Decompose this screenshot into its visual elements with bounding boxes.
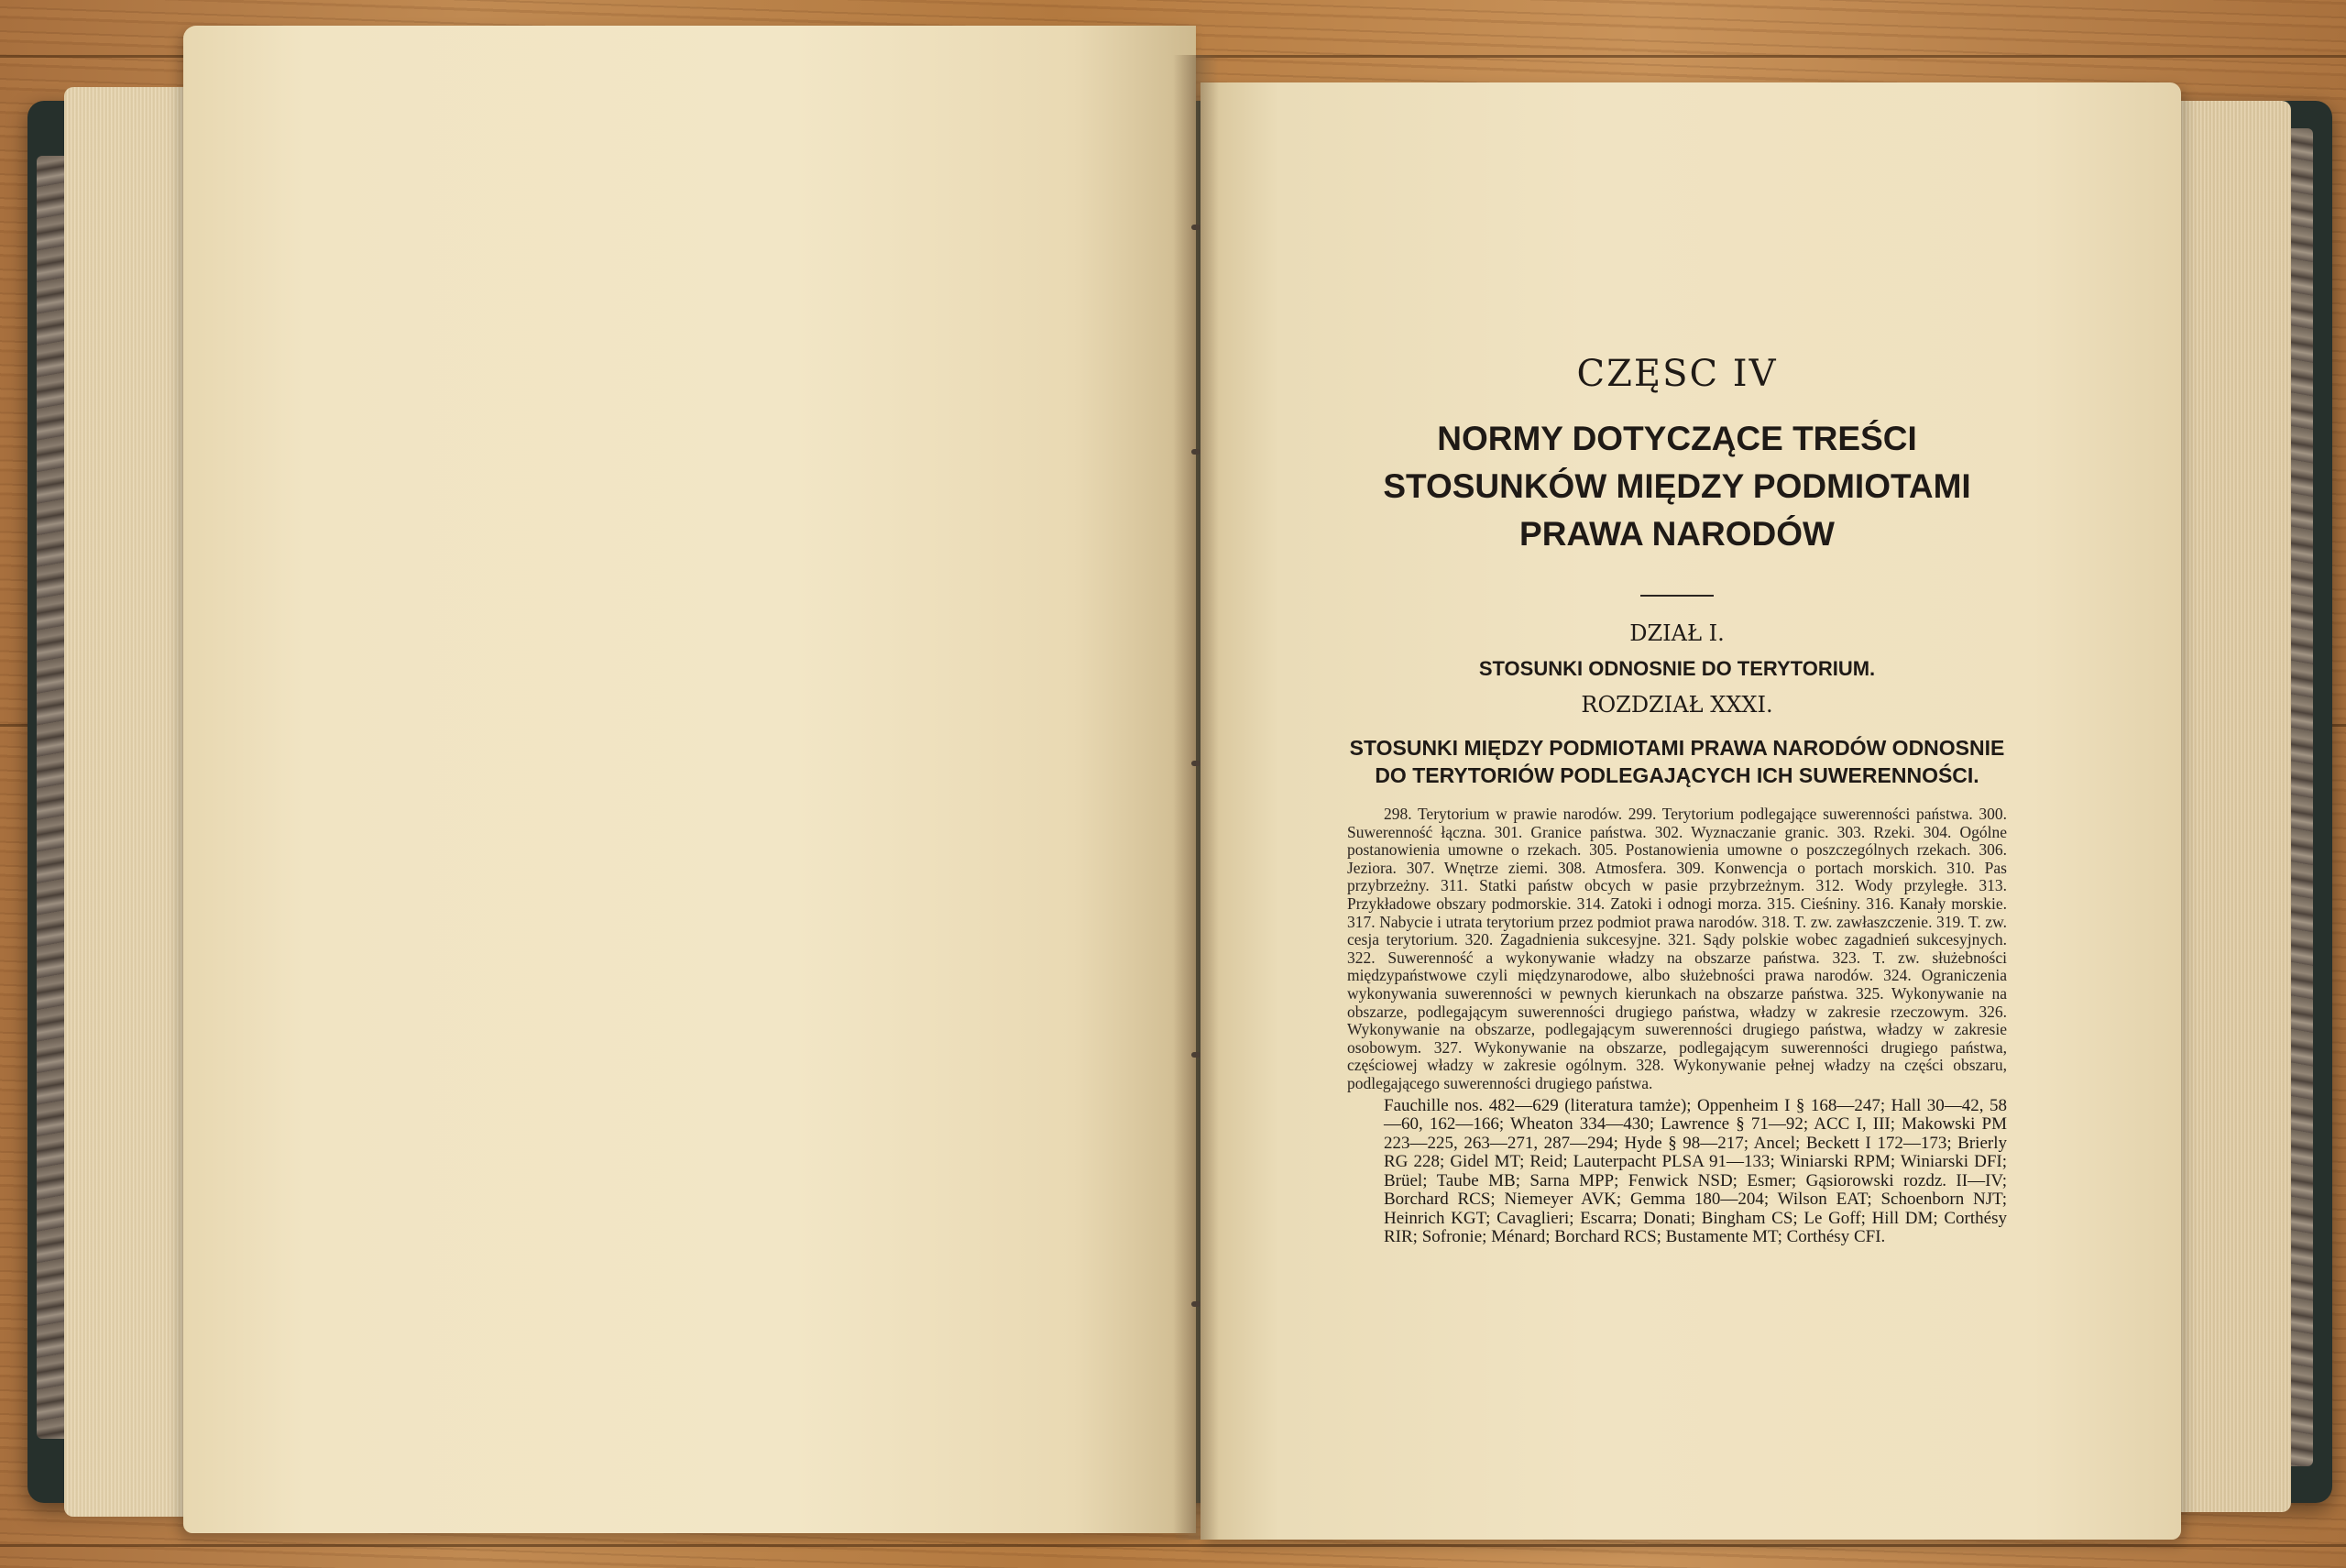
binding-stitch	[1191, 449, 1200, 455]
section-title: STOSUNKI ODNOSNIE DO TERYTORIUM.	[1478, 657, 1876, 680]
part-title	[1347, 415, 2007, 558]
table-board-seam	[0, 1544, 2346, 1547]
bibliography-references: Fauchille nos. 482—629 (literatura tamże); Oppenheim I § 168—247; Hall 30—42, 58—60, 162—166; Wheaton 334—430; Lawrence § 71—92; ACC I, III; Makowski PM 223—225, 263—271, 287—294; Hyde § 98—217; Ancel; Beckett I 172—173; Brierly RG 228; Gidel MT; Reid; Lauterpacht PLSA 91—133; Winiarski RPM; Winiarski DFI; Brüel; Taube MB; Sarna MPP; Fenwick NSD; Esmer; Gąsiorowski rozdz. II—IV; Borchard RCS; Niemeyer AVK; Gemma 180—204; Wilson EAT; Schoenborn NJT; Heinrich KGT; Cavaglieri; Escarra; Donati; Bingham CS; Le Goff; Hill DM; Corthésy RIR; Sofronie; Ménard; Borchard RCS; Bustamente MT; Corthésy CFI.	[1384, 1095, 2007, 1246]
book-gutter	[1173, 55, 1219, 1540]
binding-stitch	[1191, 761, 1200, 766]
binding-stitch	[1191, 225, 1200, 230]
chapter-title: STOSUNKI MIĘDZY PODMIOTAMI PRAWA NARODÓW ODNOSNIE DO TERYTORIÓW PODLEGAJĄCYCH ICH SUWERENNOŚCI.	[1349, 736, 2005, 787]
part-title-line: STOSUNKÓW MIĘDZY PODMIOTAMI	[1383, 467, 1971, 505]
binding-stitch	[1191, 1301, 1200, 1307]
chapter-label: ROZDZIAŁ XXXI.	[1581, 692, 1773, 718]
left-page-blank[interactable]	[183, 26, 1196, 1533]
part-title-line: PRAWA NARODÓW	[1519, 515, 1835, 553]
page-text-block	[1347, 353, 2007, 1247]
section-label: DZIAŁ I.	[1629, 620, 1725, 646]
part-label: CZĘSC IV	[1576, 353, 1778, 395]
chapter-summary: 298. Terytorium w prawie narodów. 299. Terytorium podlegające suwerenności państwa. 300. Suwerenność łączna. 301. Granice państwa. 302. Wyznaczanie granic. 303. Rzeki. 304. Ogólne postanowienia umowne o rzekach. 305. Postanowienia umowne o poszczególnych rzekach. 306. Jeziora. 307. Wnętrze ziemi. 308. Atmosfera. 309. Konwencja o portach morskich. 310. Pas przybrzeżny. 311. Statki państw obcych w pasie przybrzeżnym. 312. Wody przyległe. 313. Przykładowe obszary podmorskie. 314. Zatoki i odnogi morza. 315. Cieśniny. 316. Kanały morskie. 317. Nabycie i utrata terytorium przez podmiot prawa narodów. 318. T. zw. zawłaszczenie. 319. T. zw. cesja terytorium. 320. Zagadnienia sukcesyjne. 321. Sądy polskie wobec zagadnień sukcesyjnych. 322. Suwerenność a wykonywanie władzy na obszarze państwa. 323. T. zw. służebności międzypaństwowe czyli międzynarodowe, albo służebności prawa narodów. 324. Ograniczenia wykonywania suwerenności w pewnych kierunkach na obszarze państwa. 325. Wykonywanie na obszarze, podlegającym suwerenności drugiego państwa, władzy w zakresie rzeczowym. 326. Wykonywanie na obszarze, podlegającym suwerenności drugiego państwa, władzy w zakresie osobowym. 327. Wykonywanie na obszarze, podlegającym suwerenności drugiego państwa, częściowej władzy w zakresie ogólnym. 328. Wykonywanie pełnej władzy na części obszaru, podlegającego suwerenności drugiego państwa.	[1347, 805, 2007, 1092]
part-title-line: NORMY DOTYCZĄCE TREŚCI	[1437, 420, 1917, 457]
title-divider	[1640, 595, 1714, 597]
binding-stitch	[1191, 1052, 1200, 1058]
